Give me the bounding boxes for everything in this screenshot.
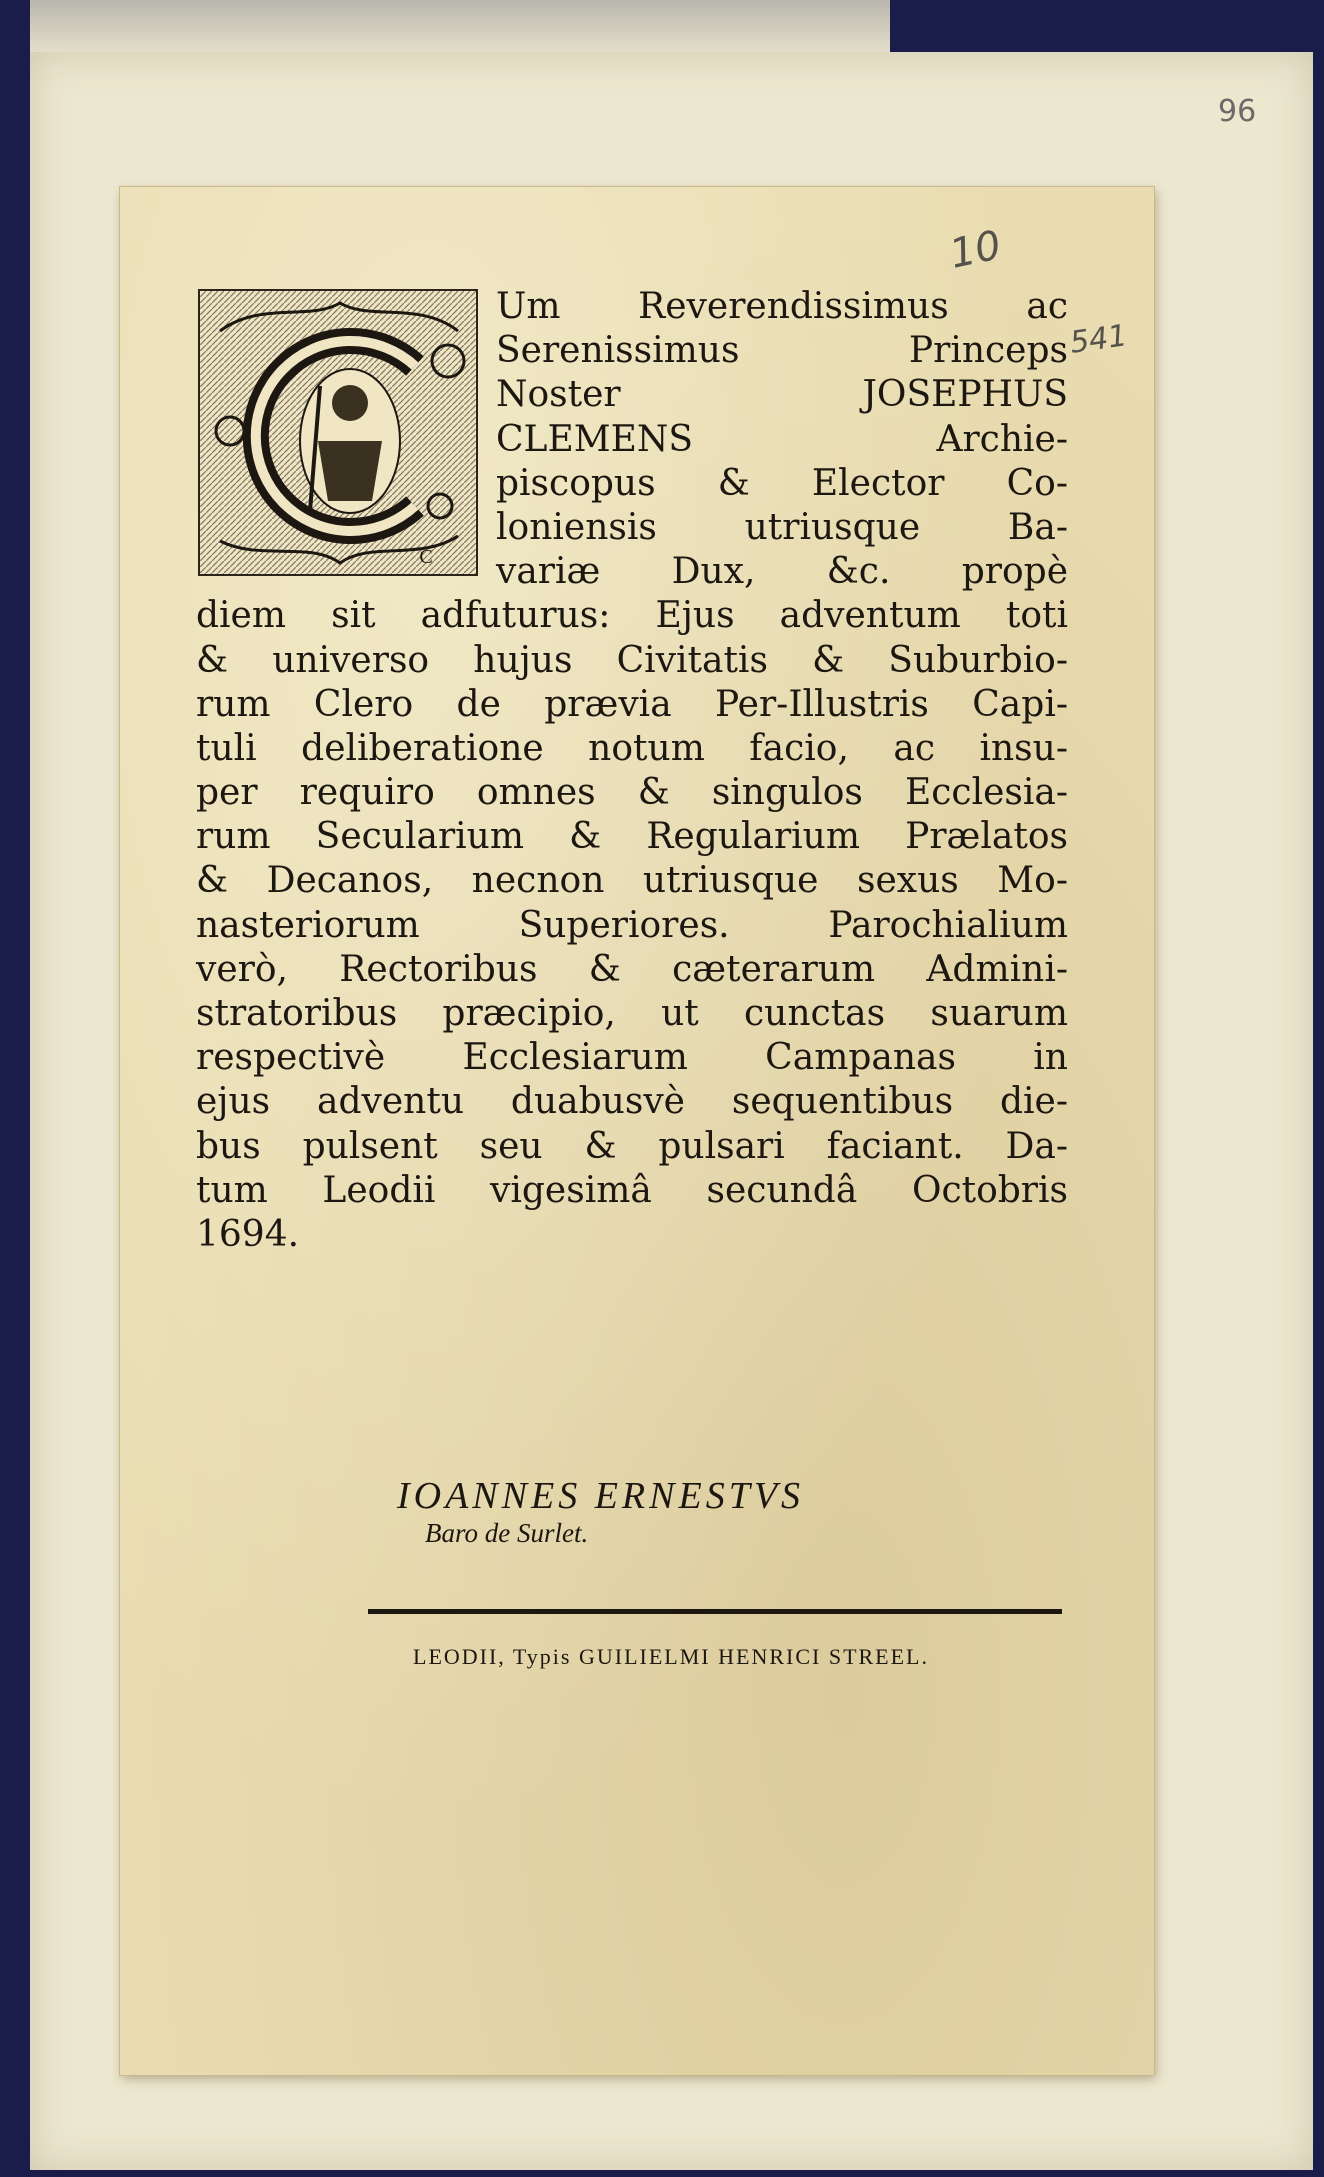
text-line: loniensis utriusque Ba-: [496, 506, 1068, 548]
text-line: per requiro omnes & singulos Ecclesia-: [196, 772, 1068, 814]
text-line: ejus adventu duabusvè sequentibus die-: [196, 1081, 1068, 1123]
text-line: variæ Dux, &c. propè: [496, 551, 1068, 593]
text-line: Noster JOSEPHUS: [496, 374, 1068, 416]
text-line: Serenissimus Princeps: [496, 330, 1068, 372]
text-line: diem sit adfuturus: Ejus adventum toti: [196, 595, 1068, 637]
text-line: tum Leodii vigesimâ secundâ Octobris: [196, 1169, 1068, 1211]
text-line: piscopus & Elector Co-: [496, 462, 1068, 504]
divider-rule: [368, 1609, 1062, 1614]
text-line: verò, Rectoribus & cæterarum Admini-: [196, 948, 1068, 990]
text-line: & Decanos, necnon utriusque sexus Mo-: [196, 860, 1068, 902]
initial-letter: C: [419, 546, 433, 568]
signature: IOANNES ERNESTVS: [397, 1475, 805, 1517]
folio-number: 96: [1218, 94, 1257, 129]
manuscript-mark: 541: [1067, 318, 1130, 361]
text-line: Um Reverendissimus ac: [496, 286, 1068, 327]
text-line: rum Clero de prævia Per-Illustris Capi-: [196, 683, 1068, 725]
text-line: bus pulsent seu & pulsari faciant. Da-: [196, 1125, 1068, 1167]
text-line: stratoribus præcipio, ut cunctas suarum: [196, 993, 1068, 1034]
printer-imprint: LEODII, Typis GUILIELMI HENRICI STREEL.: [413, 1644, 929, 1669]
text-line: respectivè Ecclesiarum Campanas in: [196, 1037, 1068, 1079]
text-line: rum Secularium & Regularium Prælatos: [196, 816, 1068, 858]
manuscript-mark: 10: [945, 222, 1006, 278]
text-line: & universo hujus Civitatis & Suburbio-: [196, 639, 1068, 681]
date-line: 1694.: [196, 1213, 300, 1255]
proclamation-text: [196, 285, 1068, 1257]
text-line: tuli deliberatione notum facio, ac insu-: [196, 727, 1068, 769]
text-line: CLEMENS Archie-: [496, 418, 1068, 460]
text-line: nasteriorum Superiores. Parochialium: [196, 904, 1068, 946]
signatory-title: Baro de Surlet.: [425, 1518, 589, 1548]
